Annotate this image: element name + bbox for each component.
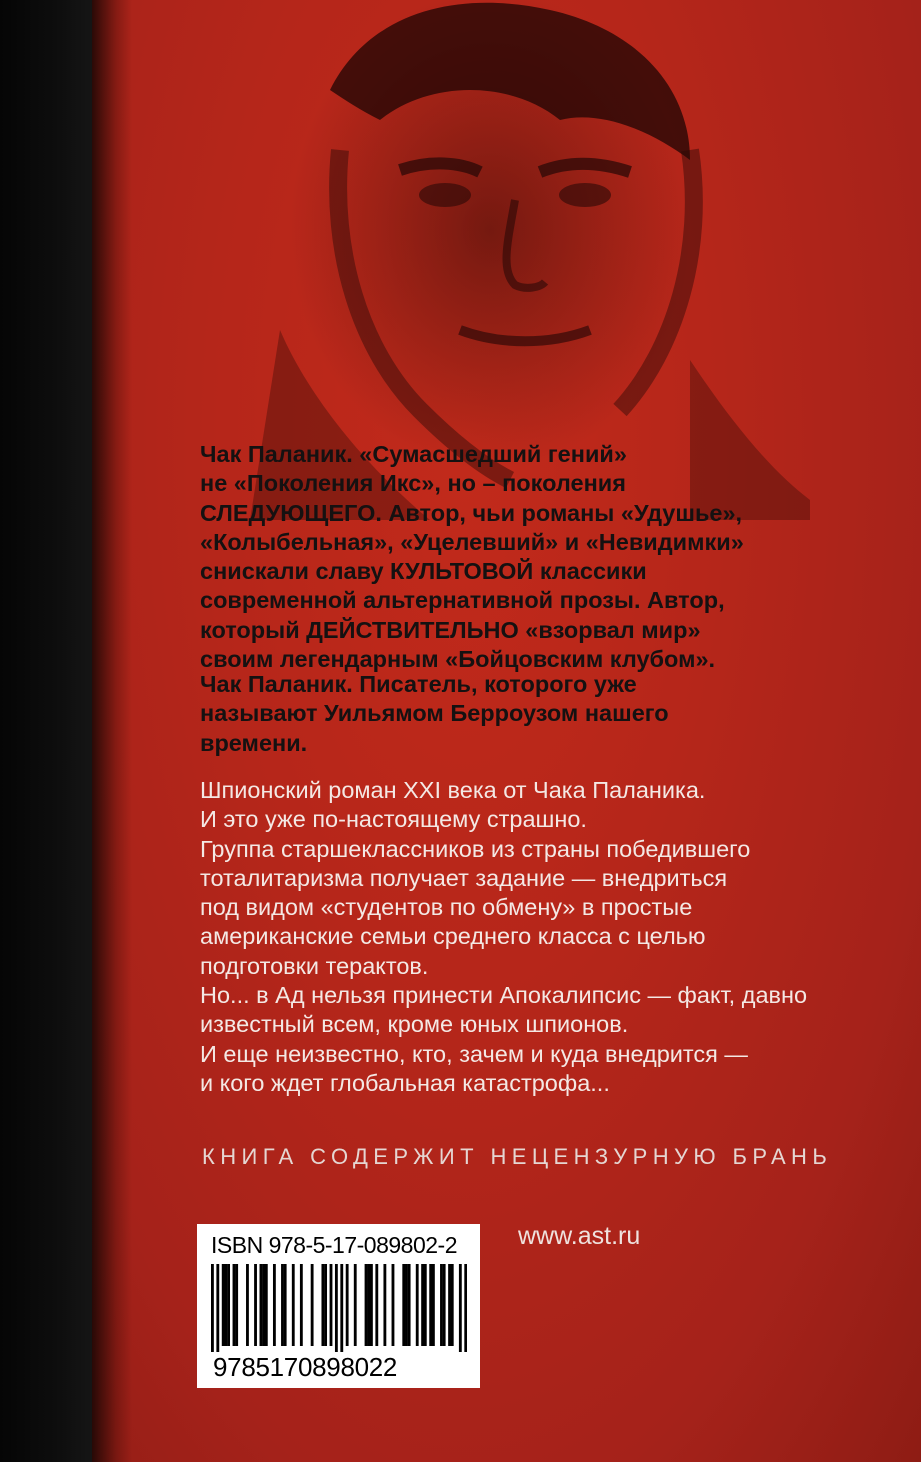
barcode-bar	[311, 1264, 314, 1346]
barcode-bar	[273, 1264, 276, 1346]
barcode-bar	[300, 1264, 303, 1346]
intro-line: не «Поколения Икс», но – поколения	[200, 470, 626, 497]
synopsis-line: Шпионский роман XXI века от Чака Паланика.	[200, 777, 706, 803]
barcode-bar	[346, 1264, 349, 1346]
barcode-bar	[365, 1264, 368, 1346]
writer-line: Чак Паланик. Писатель, которого уже	[200, 671, 637, 697]
barcode-bar	[383, 1264, 386, 1346]
barcode-bar	[448, 1264, 451, 1346]
synopsis-line: подготовки терактов.	[200, 952, 429, 979]
barcode-bar	[235, 1264, 238, 1346]
barcode-bar	[424, 1264, 427, 1346]
barcode-bar	[370, 1264, 373, 1346]
intro-line: «Колыбельная», «Уцелевший» и «Невидимки»	[200, 528, 744, 555]
isbn-label: ISBN 978-5-17-089802-2	[211, 1232, 457, 1258]
intro-paragraph	[200, 440, 744, 674]
intro-line: Чак Паланик. «Сумасшедший гений»	[200, 441, 627, 467]
barcode-bar	[292, 1264, 295, 1346]
publisher-website: www.ast.ru	[518, 1222, 641, 1250]
writer-line: называют Уильямом Берроузом нашего	[200, 700, 669, 727]
barcode-bar	[224, 1264, 227, 1346]
barcode-bar	[392, 1264, 395, 1346]
barcode-panel	[197, 1224, 480, 1388]
synopsis-line: Группа старшеклассников из страны победившего	[200, 835, 751, 862]
barcode-bar	[443, 1264, 446, 1346]
barcode-bar	[440, 1264, 443, 1346]
barcode-bar	[429, 1264, 432, 1346]
intro-line: который ДЕЙСТВИТЕЛЬНО «взорвал мир»	[200, 616, 701, 643]
barcode-bar	[340, 1264, 343, 1352]
barcode-bar	[262, 1264, 265, 1346]
content-warning: КНИГА СОДЕРЖИТ НЕЦЕНЗУРНУЮ БРАНЬ	[202, 1144, 833, 1169]
barcode-bar	[421, 1264, 424, 1346]
writer-line: времени.	[200, 729, 308, 756]
barcode-bar	[354, 1264, 357, 1346]
barcode-bar	[335, 1264, 338, 1352]
barcode-bar	[216, 1264, 219, 1352]
synopsis-line: известный всем, кроме юных шпионов.	[200, 1011, 629, 1038]
barcode-bar	[451, 1264, 454, 1346]
barcode-bar	[227, 1264, 230, 1346]
barcode-bar	[222, 1264, 225, 1346]
writer-paragraph	[200, 670, 669, 758]
barcode-bar	[321, 1264, 324, 1346]
barcode-bar	[233, 1264, 236, 1346]
synopsis-line: тоталитаризма получает задание — внедриться	[200, 864, 728, 891]
barcode-bar	[405, 1264, 408, 1346]
barcode-bars	[211, 1264, 467, 1352]
barcode-bar	[416, 1264, 419, 1346]
synopsis-line: под видом «студентов по обмену» в простые	[200, 894, 693, 921]
synopsis-line: И еще неизвестно, кто, зачем и куда внедрится —	[200, 1040, 748, 1067]
barcode-bar	[459, 1264, 462, 1352]
grunge-edge	[92, 0, 132, 1462]
barcode-bar	[464, 1264, 467, 1352]
barcode-bar	[284, 1264, 287, 1346]
isbn-digits: 9785170898022	[213, 1352, 398, 1382]
barcode-bar	[324, 1264, 327, 1346]
synopsis-line: И это уже по-настоящему страшно.	[200, 806, 587, 833]
barcode-bar	[432, 1264, 435, 1346]
spine-strip	[0, 0, 92, 1462]
synopsis-line: Но... в Ад нельзя принести Апокалипсис — факт, давно	[200, 982, 808, 1009]
barcode-bar	[408, 1264, 411, 1346]
intro-line: СЛЕДУЮЩЕГО. Автор, чьи романы «Удушье»,	[200, 499, 743, 526]
barcode-bar	[402, 1264, 405, 1346]
barcode-bar	[246, 1264, 249, 1346]
barcode-bar	[260, 1264, 263, 1346]
barcode-bar	[254, 1264, 257, 1346]
intro-line: снискали славу КУЛЬТОВОЙ классики	[200, 558, 647, 585]
barcode-bar	[211, 1264, 214, 1352]
intro-line: своим легендарным «Бойцовским клубом».	[200, 646, 716, 673]
intro-line: современной альтернативной прозы. Автор,	[200, 587, 725, 614]
synopsis-line: американские семьи среднего класса с целью	[200, 923, 706, 950]
barcode-bar	[367, 1264, 370, 1346]
barcode-bar	[265, 1264, 268, 1346]
synopsis-line: и кого ждет глобальная катастрофа...	[200, 1069, 610, 1096]
barcode-bar	[281, 1264, 284, 1346]
barcode-bar	[375, 1264, 378, 1346]
barcode-bar	[330, 1264, 333, 1346]
synopsis-paragraph	[200, 776, 807, 1098]
